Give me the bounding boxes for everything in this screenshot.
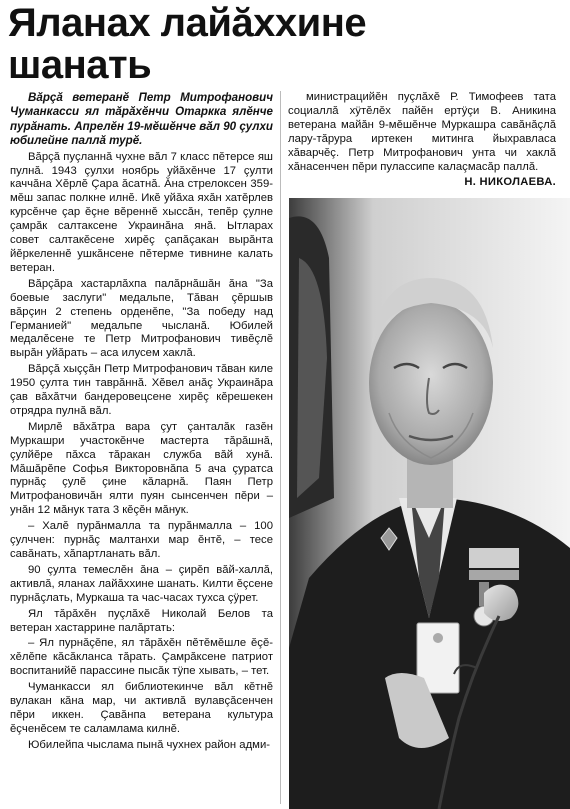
- headline-line-2: шанать: [8, 43, 152, 87]
- article-lead: Вăрçă ветеранĕ Петр Митрофанович Чуманкасси ял тăрăхĕнчи Отаркка ялĕнче пурăнать. Апрелĕн 19-мĕшĕнче вăл 90 çулхи юбилейне паллă турĕ.: [10, 91, 273, 148]
- author-signature: Н. НИКОЛАЕВА.: [464, 176, 556, 189]
- paragraph-6: 90 çулта темеслĕн ăна – çирĕп вăй-халлă, активлă, яланах лайăххине шанать. Килти ĕçсене пурнăçлать, Муркаша та час-часах тухса çÿрет.: [10, 563, 273, 604]
- paragraph-3: Вăрçă хыççăн Петр Митрофанович тăван киле 1950 çулта тин таврăннă. Хĕвел анăç Украинăра çав вăхăтчи бандеровецсене хирĕç кĕрешекен отрядра пулнă вăл.: [10, 363, 273, 417]
- article-headline: [8, 2, 408, 86]
- paragraph-7: Ял тăрăхĕн пуçлăхĕ Николай Белов та ветеран хастаррине палăртать:: [10, 607, 273, 634]
- paragraph-8: – Ял пурнăçĕпе, ял тăрăхĕн пĕтĕмĕшле ĕçĕ-хĕлĕпе кăсăкланса тăрать. Çамрăксене патриот воспитанийĕ парассине пысăк тÿпе хывать, – тет.: [10, 637, 273, 678]
- paragraph-5: – Халĕ пурăнмалла та пурăнмалла – 100 çулччен: пурнăç малтанхи мар ĕнтĕ, – тесе савăнать, хăпартланать вăл.: [10, 520, 273, 560]
- paragraph-2: Вăрçăра хастарлăхпа палăрнăшăн ăна "За боевые заслуги" медальпе, Тăван çĕршыв вăрçин 2 степень орденĕпе, "За победу над Германией" медальпе чысланă. Юбилей медалĕсене те Петр Митрофанович тивĕçлĕ вырăн уйăрать – аса илусем хаклă.: [10, 277, 273, 360]
- paragraph-1: Вăрçă пуçланнă чухне вăл 7 класс пĕтерсе яш пулнă. 1943 çулхи ноябрь уйăхĕнче 17 çулти каччăна Хĕрлĕ Çара ăсатнă. Ăна стрелоксен 359-мĕш запас полкне илнĕ. Икĕ уйăха яхăн хатĕрлев курсĕнче çар ĕçне вĕреннĕ хысcăн, тепĕр çулне çамрăк салтаксене Украинăна янă. Ытларах совет салтакĕсене хирĕç çапăçакан вырăнта йĕркеленнĕ ушкăнсене пĕтерме тивнине калать ветеран.: [10, 150, 273, 274]
- left-column: [10, 91, 273, 755]
- paragraph-10: Юбилейпа чыслама пынă чухнех район адми-: [28, 738, 271, 751]
- paragraph-4: Мирлĕ вăхăтра вара çут çанталăк газĕн Муркашри участокĕнче мастерта тăрăшнă, çулйĕре пăхса тăракан служба вăй хунă. Мăшăрĕпе Софья Викторовнăпа 5 ача çуратса пурнăç çулĕ çине кăларнă. Паян Петр Митрофановичăн ялти пуян сынсенчен пĕри – унăн 12 мăнук тата 3 кĕçĕн мăнук.: [10, 420, 273, 517]
- paragraph-11: министрацийĕн пуçлăхĕ Р. Тимофеев тата социаллă хÿтĕлĕх пайĕн ертÿçи В. Аникина ветерана майăн 9-мĕшĕнче Муркашра савăнăçлă лару-тăрура иртекен митинга йыхравласа хăварчĕç. Петр Митрофанович унта чи хаклă хăнасенчен пĕри пулассипе калаçмасăр паллă.: [288, 91, 556, 173]
- column-divider: [280, 91, 281, 804]
- headline-line-1: Яланах лайăххине: [8, 1, 367, 45]
- paragraph-9: Чуманкасси ял библиотекинче вăл кĕтнĕ вулакан кăна мар, чи активлă вулавçăсенчен пĕри иккен. Çавăнпа ветерана культура ĕçченĕсем те саламлама килнĕ.: [10, 681, 273, 735]
- right-column: [288, 91, 556, 188]
- veteran-portrait-photo: [289, 198, 570, 809]
